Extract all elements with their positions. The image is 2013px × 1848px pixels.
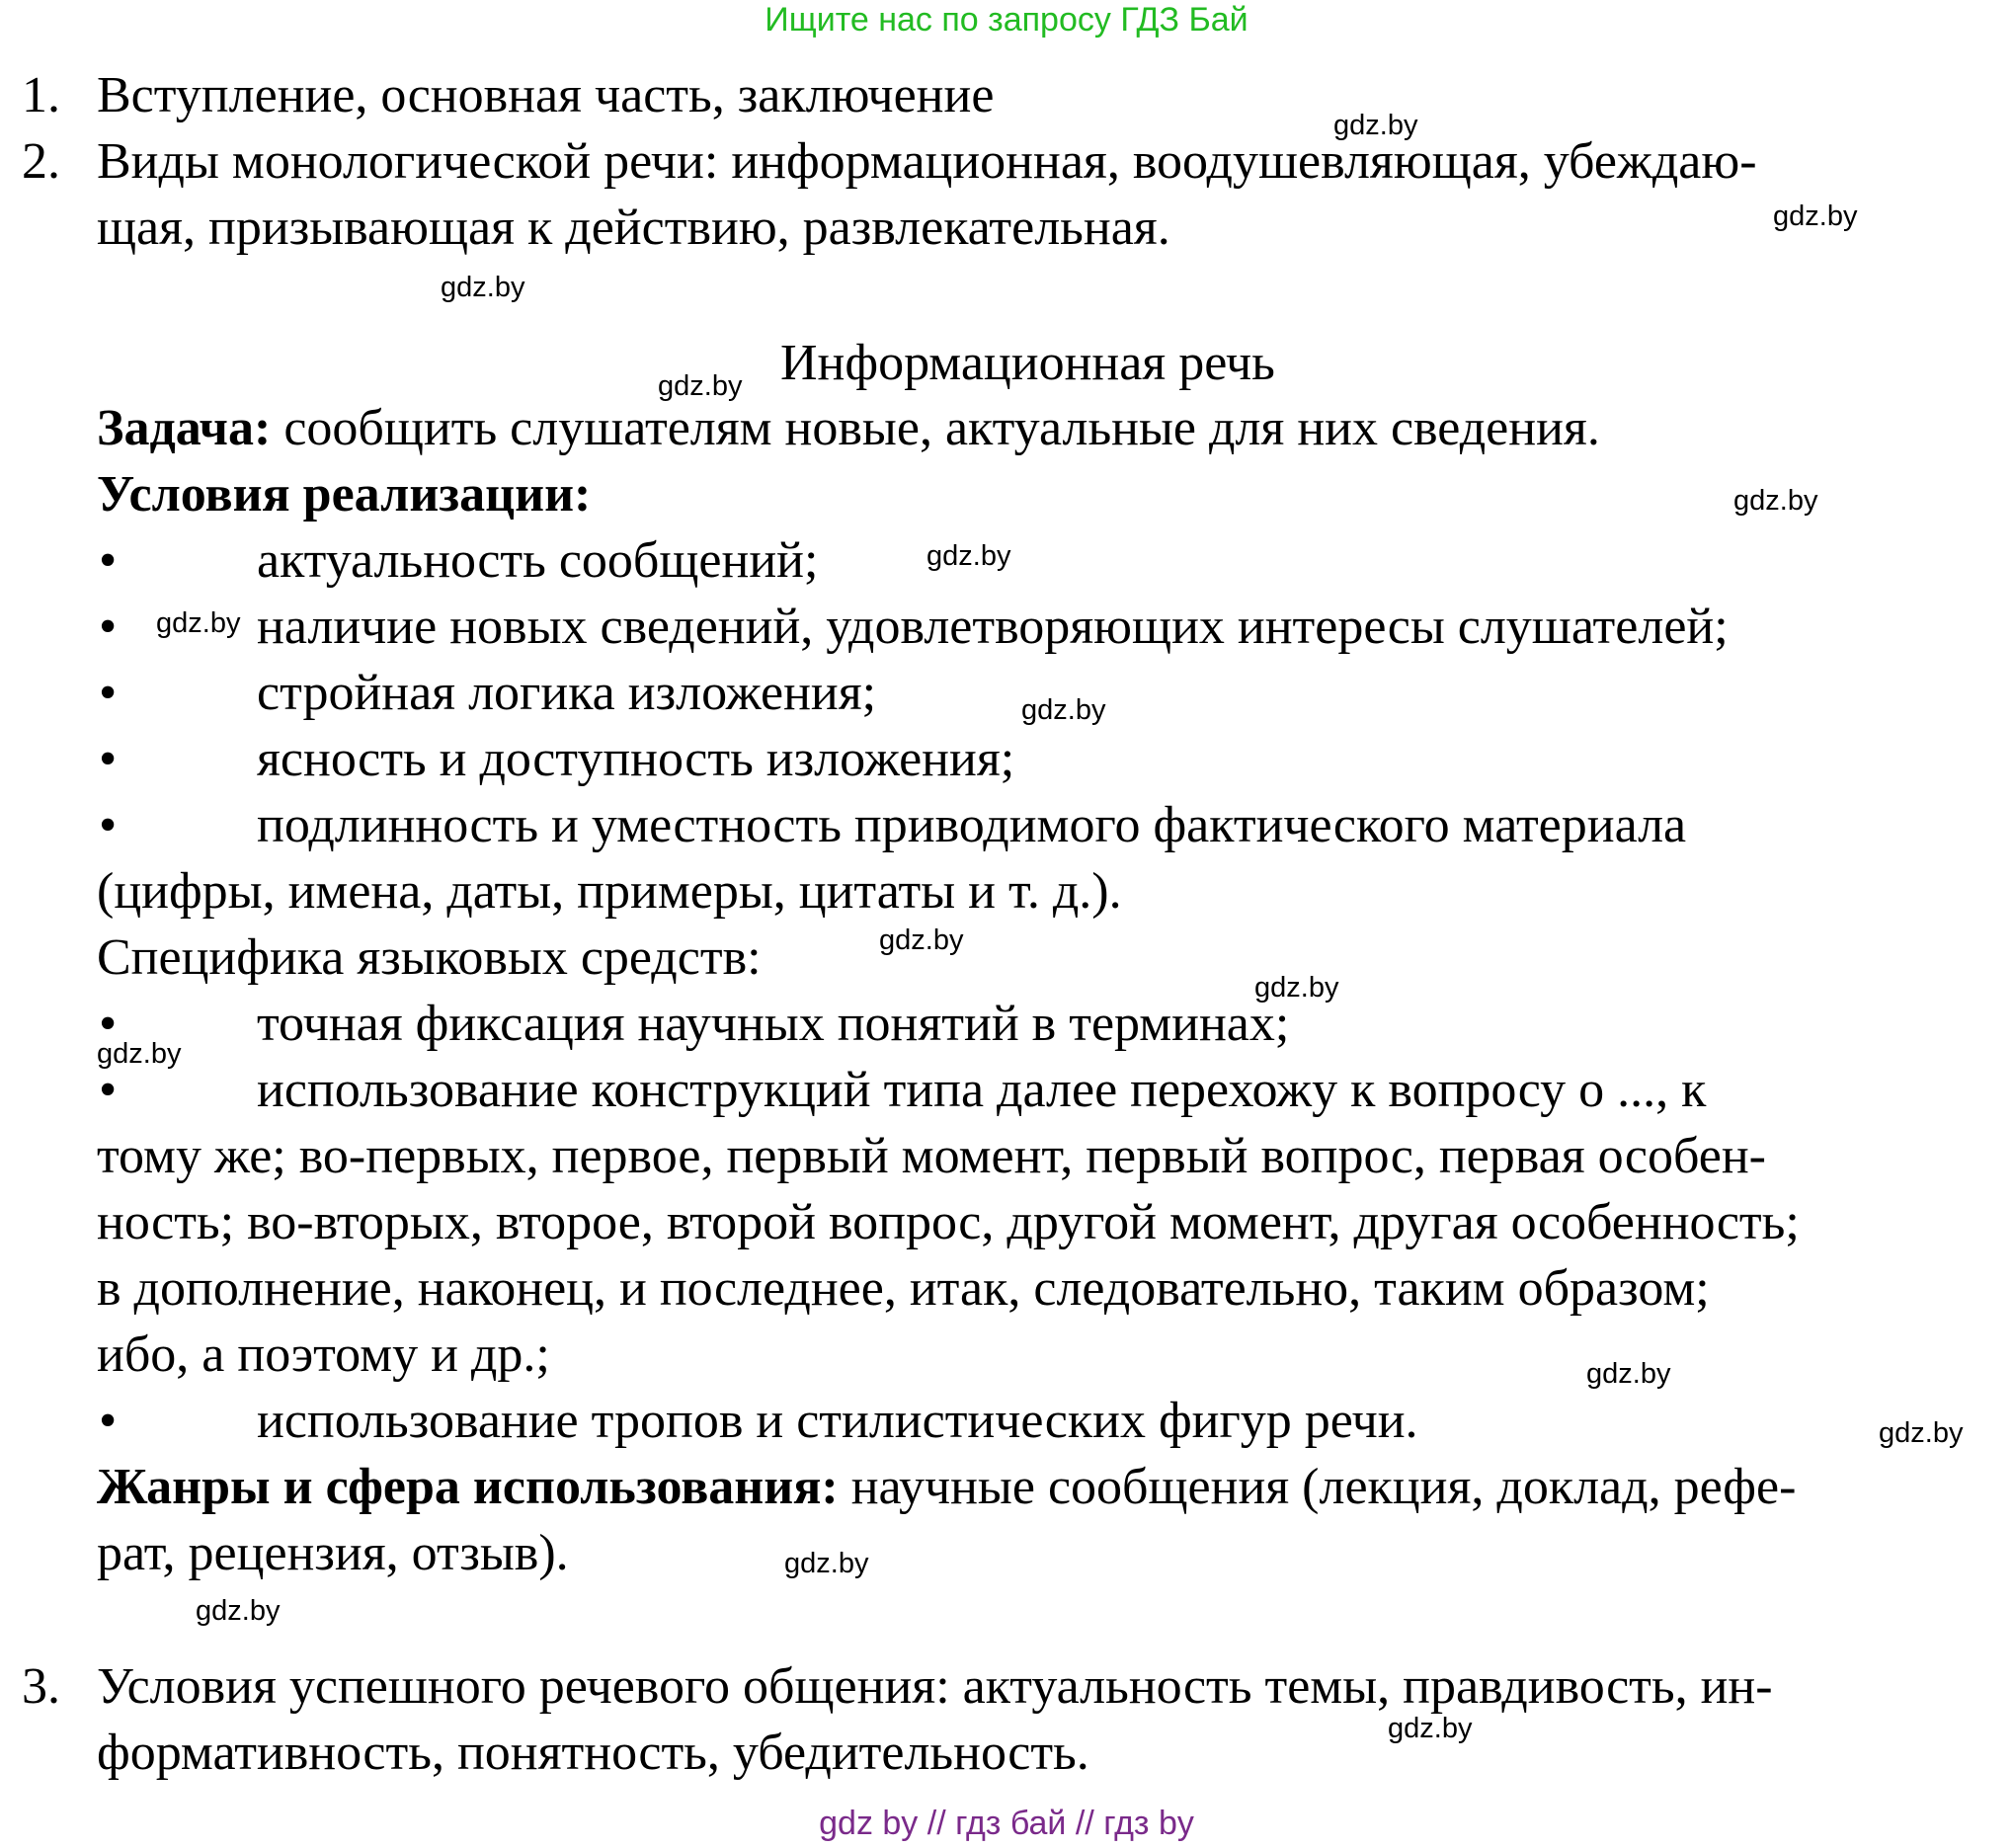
task-label: Задача: (97, 400, 272, 456)
watermark: gdz.by (926, 540, 1011, 572)
bullet-marker: • (99, 532, 118, 589)
bullet-marker: • (99, 797, 118, 853)
genres-label: Жанры и сфера использования: (97, 1459, 839, 1515)
condition-item: подлинность и уместность приводимого фактического материала (257, 797, 1687, 853)
item-2-number: 2. (22, 133, 60, 190)
language-continuation: в дополнение, наконец, и последнее, итак, следовательно, таким образом; (97, 1260, 1710, 1317)
condition-item: наличие новых сведений, удовлетворяющих интересы слушателей; (257, 599, 1729, 655)
language-continuation: ность; во-вторых, второе, второй вопрос, другой момент, другая особенность; (97, 1194, 1800, 1250)
item-3-line-1: Условия успешного речевого общения: актуальность темы, правдивость, ин- (97, 1658, 1773, 1715)
bullet-marker: • (99, 599, 118, 655)
item-3-number: 3. (22, 1658, 60, 1715)
bullet-marker: • (99, 731, 118, 787)
watermark: gdz.by (1879, 1417, 1964, 1449)
bullet-marker: • (99, 665, 118, 721)
watermark: gdz.by (1254, 972, 1339, 1004)
language-item: использование конструкций типа далее перехожу к вопросу о ..., к (257, 1062, 1707, 1118)
watermark: gdz.by (1388, 1713, 1473, 1744)
item-1-text: Вступление, основная часть, заключение (97, 67, 995, 123)
watermark: gdz.by (97, 1038, 182, 1070)
task-text: сообщить слушателям новые, актуальные для них сведения. (271, 400, 1600, 456)
task-line (97, 399, 1600, 458)
watermark: gdz.by (156, 607, 241, 639)
watermark: gdz.by (658, 370, 743, 402)
bullet-marker: • (99, 996, 118, 1052)
watermark: gdz.by (1733, 485, 1818, 517)
watermark: gdz.by (1333, 110, 1418, 141)
condition-item: ясность и доступность изложения; (257, 731, 1015, 787)
footer-links: gdz by // гдз бай // гдз by (819, 1805, 1194, 1842)
watermark: gdz.by (1773, 201, 1858, 232)
watermark: gdz.by (196, 1595, 281, 1627)
condition-item: актуальность сообщений; (257, 532, 819, 589)
genres-line (97, 1458, 1796, 1517)
item-2-line-2: щая, призывающая к действию, развлекательная. (97, 200, 1170, 256)
bullet-marker: • (99, 1062, 118, 1118)
language-continuation: ибо, а поэтому и др.; (97, 1326, 550, 1383)
language-continuation: тому же; во-первых, первое, первый момент, первый вопрос, первая особен- (97, 1128, 1766, 1184)
section-heading: Информационная речь (780, 335, 1275, 391)
bullet-marker: • (99, 1393, 118, 1449)
genres-text: научные сообщения (лекция, доклад, рефе- (838, 1459, 1797, 1515)
watermark: gdz.by (441, 272, 525, 303)
language-item: использование тропов и стилистических фигур речи. (257, 1393, 1418, 1449)
watermark: gdz.by (1021, 694, 1106, 726)
language-item: точная фиксация научных понятий в терминах; (257, 996, 1290, 1052)
item-3-line-2: формативность, понятность, убедительность. (97, 1725, 1089, 1781)
condition-continuation: (цифры, имена, даты, примеры, цитаты и т. д.). (97, 863, 1122, 920)
watermark: gdz.by (784, 1548, 869, 1579)
conditions-label: Условия реализации: (97, 466, 592, 522)
watermark: gdz.by (879, 924, 964, 956)
item-2-line-1: Виды монологической речи: информационная, воодушевляющая, убеждаю- (97, 133, 1757, 190)
item-1-number: 1. (22, 67, 60, 123)
language-label: Специфика языковых средств: (97, 929, 762, 986)
top-banner: Ищите нас по запросу ГДЗ Бай (765, 1, 1248, 39)
watermark: gdz.by (1586, 1358, 1671, 1390)
genres-line-2: рат, рецензия, отзыв). (97, 1525, 569, 1581)
condition-item: стройная логика изложения; (257, 665, 877, 721)
